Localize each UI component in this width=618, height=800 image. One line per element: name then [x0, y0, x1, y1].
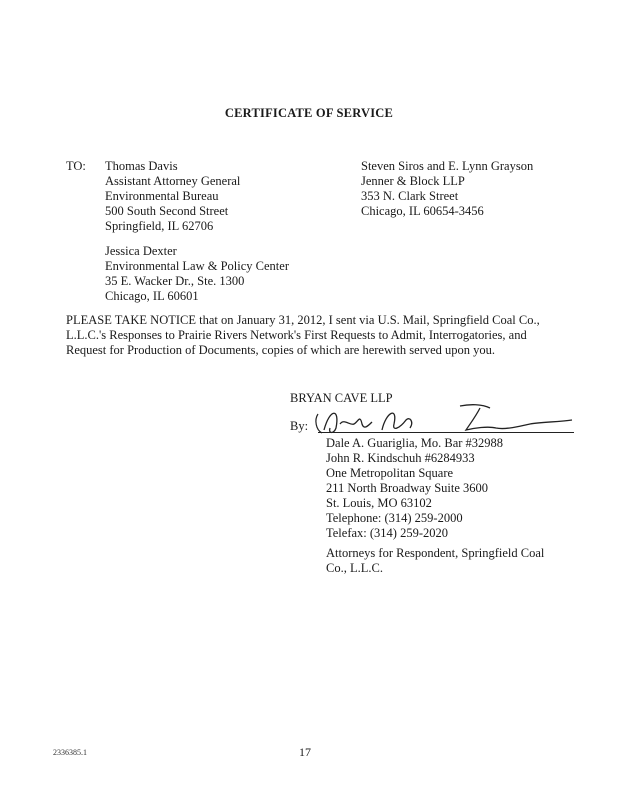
contact-line: One Metropolitan Square: [326, 466, 454, 480]
recipient-line: Environmental Law & Policy Center: [105, 259, 289, 273]
contact-line: Dale A. Guariglia, Mo. Bar #32988: [326, 436, 504, 450]
notice-line: L.L.C.'s Responses to Prairie Rivers Network's First Requests to Admit, Interrogatories, and: [66, 328, 527, 342]
signature-line: [318, 432, 574, 433]
recipient-line: Environmental Bureau: [105, 189, 219, 203]
attorney-contact: [326, 436, 503, 541]
notice-paragraph: [66, 313, 540, 358]
recipient-line: Chicago, IL 60601: [105, 289, 199, 303]
recipient-line: Jenner & Block LLP: [361, 174, 465, 188]
by-label: By:: [290, 419, 309, 433]
recipient-line: 353 N. Clark Street: [361, 189, 459, 203]
recipient-line: Steven Siros and E. Lynn Grayson: [361, 159, 534, 173]
recipient-line: Springfield, IL 62706: [105, 219, 214, 233]
attorneys-for-line: Attorneys for Respondent, Springfield Coal: [326, 546, 545, 560]
recipient-line: Thomas Davis: [105, 159, 178, 173]
contact-line: Telefax: (314) 259-2020: [326, 526, 449, 540]
recipient-line: 35 E. Wacker Dr., Ste. 1300: [105, 274, 245, 288]
recipient-siros: [361, 159, 533, 219]
recipient-line: 500 South Second Street: [105, 204, 229, 218]
recipient-dexter: [105, 244, 289, 304]
recipient-davis: [105, 159, 240, 234]
handwritten-signature: [310, 400, 580, 440]
page-title: CERTIFICATE OF SERVICE: [224, 106, 394, 120]
page-number: 17: [299, 745, 311, 759]
notice-line: PLEASE TAKE NOTICE that on January 31, 2012, I sent via U.S. Mail, Springfield Coal Co.,: [66, 313, 540, 327]
contact-line: 211 North Broadway Suite 3600: [326, 481, 489, 495]
contact-line: St. Louis, MO 63102: [326, 496, 432, 510]
attorneys-for: [326, 546, 544, 576]
recipient-line: Assistant Attorney General: [105, 174, 241, 188]
to-label: TO:: [66, 159, 86, 173]
firm-name: BRYAN CAVE LLP: [290, 391, 393, 405]
recipient-line: Jessica Dexter: [105, 244, 177, 258]
attorneys-for-line: Co., L.L.C.: [326, 561, 383, 575]
notice-line: Request for Production of Documents, copies of which are herewith served upon you.: [66, 343, 496, 357]
contact-line: John R. Kindschuh #6284933: [326, 451, 475, 465]
contact-line: Telephone: (314) 259-2000: [326, 511, 463, 525]
document-id: 2336385.1: [53, 748, 87, 757]
recipient-line: Chicago, IL 60654-3456: [361, 204, 484, 218]
